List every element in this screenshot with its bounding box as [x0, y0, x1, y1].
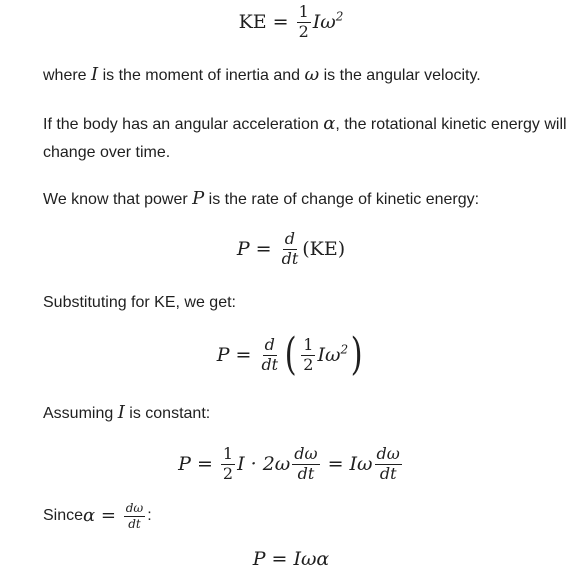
p2-text-1: If the body has an angular acceleration [43, 116, 324, 133]
eq3-inner-term: $I\omega^2$ [317, 342, 349, 366]
p1-text-3: is the angular velocity. [319, 67, 481, 84]
p6-math-alpha: α [83, 505, 96, 527]
p5-text-2: is constant: [124, 405, 211, 422]
eq2-frac-num: d [284, 228, 296, 248]
eq3-inner-den: 2 [303, 354, 314, 374]
eq4-deriv-num-2: dω [376, 443, 400, 463]
eq4-half-num: 1 [222, 443, 234, 463]
p3-text-1: We know that power [43, 191, 193, 208]
eq3-lhs: P [216, 344, 230, 366]
p1-math-I: I [91, 64, 99, 85]
eq2-frac-den: dt [281, 248, 299, 268]
equation-power-final [0, 542, 582, 576]
eq4-equals: = [196, 453, 213, 475]
eq5-rhs: Iωα [293, 548, 330, 570]
p6-frac-num: dω [125, 501, 144, 515]
eq4-derivative-fraction [292, 443, 319, 483]
eq4-deriv-den-2: dt [379, 463, 397, 483]
p6-frac-den: dt [128, 516, 141, 531]
eq4-deriv-den: dt [297, 463, 315, 483]
eq4-equals-2: = [327, 453, 344, 475]
p3-text-2: is the rate of change of kinetic energy: [204, 191, 480, 208]
p6-text-1: Since [43, 507, 84, 525]
eq2-equals: = [255, 238, 272, 260]
eq1-fraction [297, 1, 311, 41]
p6-text-2: : [147, 507, 152, 525]
p6-equals: = [95, 505, 122, 527]
eq1-equals: = [272, 11, 289, 33]
paragraph-since-alpha [43, 502, 572, 530]
p5-text-1: Assuming [43, 405, 118, 422]
equation-power-derivative [0, 226, 582, 272]
eq4-half-fraction [221, 443, 235, 483]
eq1-lhs: KE [238, 11, 267, 33]
equation-power-expanded [0, 440, 582, 488]
eq3-exponent: 2 [340, 342, 349, 357]
paragraph-definitions [43, 61, 572, 90]
paragraph-power-definition [43, 185, 572, 214]
eq4-rhs: Iω [349, 453, 373, 475]
eq1-frac-den: 2 [298, 21, 309, 41]
eq3-inner-fraction [301, 334, 315, 374]
p6-fraction [124, 502, 145, 530]
eq3-equals: = [235, 344, 252, 366]
eq5-equals: = [271, 548, 288, 570]
eq2-fraction [280, 228, 301, 268]
eq4-lhs: P [178, 453, 191, 475]
equation-kinetic-energy [0, 0, 582, 44]
p1-math-omega: ω [304, 64, 320, 85]
p3-math-P: P [192, 188, 205, 209]
eq3-frac-den: dt [261, 354, 279, 374]
paragraph-substituting [43, 289, 572, 317]
eq3-right-paren: ) [350, 329, 363, 380]
eq3-frac-num: d [264, 334, 275, 354]
eq3-paren-group [282, 329, 365, 380]
p2-math-alpha: α [323, 113, 336, 134]
eq4-deriv-num: dω [294, 443, 318, 463]
paragraph-angular-acceleration [43, 110, 572, 167]
eq1-frac-num: 1 [298, 1, 309, 21]
eq4-mid-term: I · 2ω [237, 453, 291, 475]
p4-text: Substituting for KE, we get: [43, 294, 236, 311]
p2-text-2: , the rotational kinetic energy will change over time. [43, 116, 567, 161]
p5-math-I: I [117, 402, 125, 423]
eq5-lhs: P [252, 548, 266, 570]
eq1-exponent: 2 [335, 9, 344, 24]
eq3-inner-num: 1 [303, 334, 314, 354]
eq4-derivative-fraction-2 [375, 443, 402, 483]
equation-power-substituted [0, 327, 582, 383]
eq2-lhs: P [236, 238, 250, 260]
eq3-derivative-fraction [259, 334, 280, 374]
eq1-rhs: $I\omega^2$ [312, 9, 344, 33]
eq4-half-den: 2 [222, 463, 234, 483]
eq2-rhs: (KE) [302, 238, 346, 260]
paragraph-assuming-constant [43, 399, 572, 428]
p1-text-1: where [43, 67, 92, 84]
eq3-left-paren: ( [284, 329, 297, 380]
p1-text-2: is the moment of inertia and [98, 67, 305, 84]
